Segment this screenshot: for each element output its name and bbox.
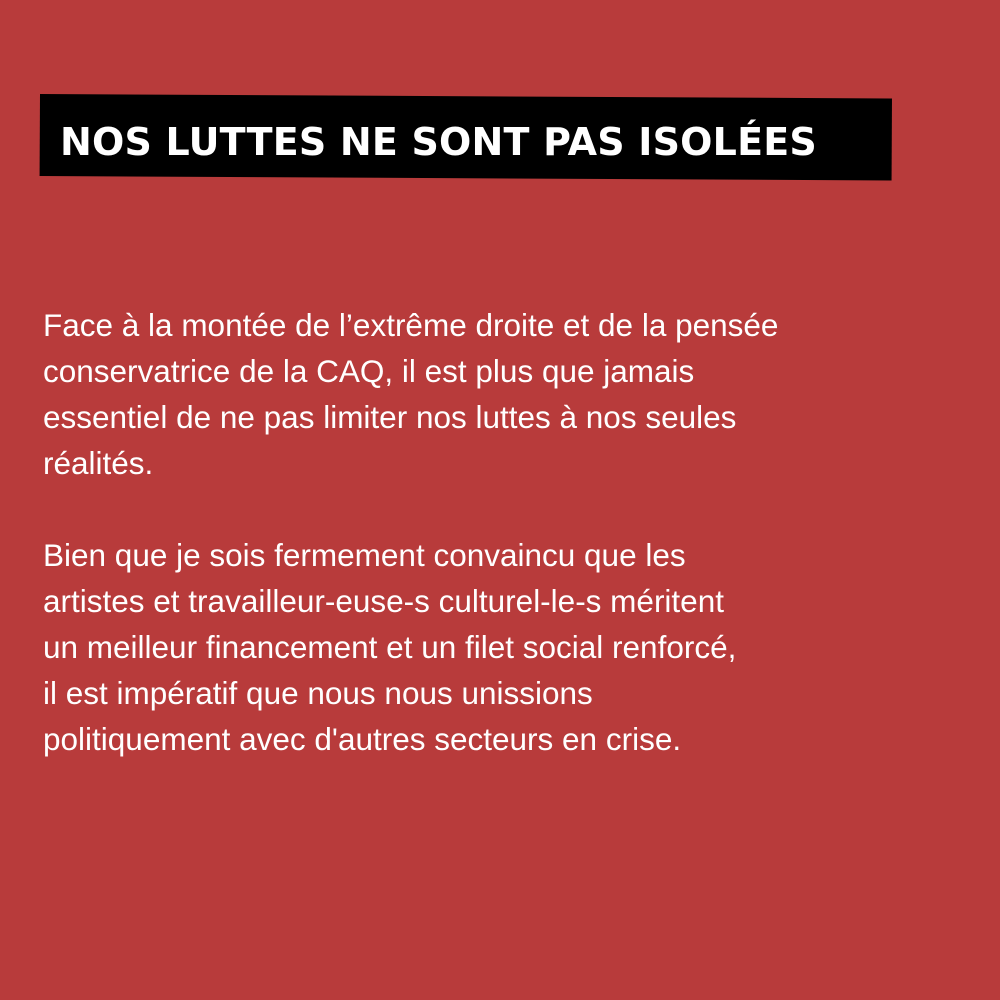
text-line: politiquement avec d'autres secteurs en crise. bbox=[43, 721, 682, 757]
text-line: artistes et travailleur-euse-s culturel-le-s méritent bbox=[43, 583, 724, 619]
text-line: Face à la montée de l’extrême droite et de la pensée bbox=[43, 307, 779, 343]
page-title: NOS LUTTES NE SONT PAS ISOLÉES bbox=[60, 120, 817, 164]
text-line: un meilleur financement et un filet social renforcé, bbox=[43, 629, 737, 665]
text-line: il est impératif que nous nous unissions bbox=[43, 675, 593, 711]
text-line: réalités. bbox=[43, 445, 154, 481]
text-line: conservatrice de la CAQ, il est plus que jamais bbox=[43, 353, 695, 389]
text-line: Bien que je sois fermement convaincu que les bbox=[43, 537, 686, 573]
paragraph-2 bbox=[43, 532, 973, 762]
body-text bbox=[43, 302, 973, 762]
paragraph-1 bbox=[43, 302, 973, 486]
text-line: essentiel de ne pas limiter nos luttes à nos seules bbox=[43, 399, 737, 435]
